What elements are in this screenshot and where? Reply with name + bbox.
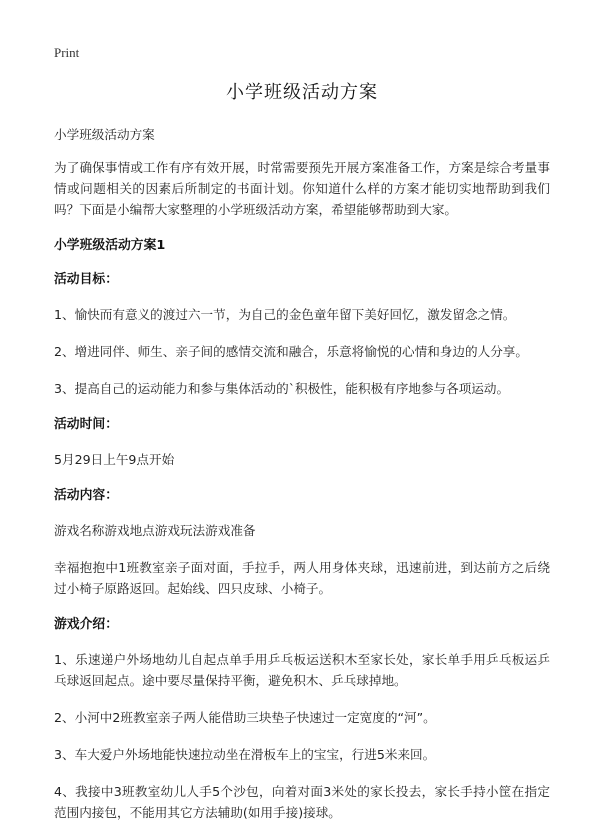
goal-heading: 活动目标： [54, 272, 118, 287]
time-text: 5月29日上午9点开始 [54, 452, 175, 467]
games-heading: 游戏介绍： [54, 617, 118, 632]
document-subtitle: 小学班级活动方案 [54, 127, 155, 142]
intro-paragraph: 为了确保事情或工作有序有效开展，时常需要预先开展方案准备工作，方案是综合考量事情或问题相关的因素后所制定的书面计划。你知道什么样的方案才能切实地帮助到我们吗？下面是小编帮大家整理的小学班级活动方案，希望能够帮助到大家。 [54, 160, 550, 217]
print-label: Print [54, 45, 80, 60]
goal-item: 3、提高自己的运动能力和参与集体活动的`积极性，能积极有序地参与各项运动。 [54, 381, 510, 396]
time-heading: 活动时间： [54, 417, 118, 432]
game-item: 2、小河中2班教室亲子两人能借助三块垫子快速过一定宽度的“河”。 [54, 710, 436, 725]
game-item: 1、乐速递户外场地幼儿自起点单手用乒乓板运送积木至家长处，家长单手用乒乓板运乒乓球返回起点。途中要尽量保持平衡，避免积木、乒乓球掉地。 [54, 652, 550, 688]
section-heading: 小学班级活动方案1 [54, 238, 166, 253]
content-detail: 幸福抱抱中1班教室亲子面对面，手拉手，两人用身体夹球，迅速前进，到达前方之后绕过小椅子原路返回。起始线、四只皮球、小椅子。 [54, 560, 550, 596]
goal-item: 1、愉快而有意义的渡过六一节，为自己的金色童年留下美好回忆，激发留念之情。 [54, 307, 516, 322]
game-item: 3、车大爱户外场地能快速拉动坐在滑板车上的宝宝，行进5米来回。 [54, 747, 436, 762]
game-item: 4、我接中3班教室幼儿人手5个沙包，向着对面3米处的家长投去，家长手持小筐在指定范围内接包，不能用其它方法辅助(如用手接)接球。 [54, 784, 550, 820]
document-body [54, 78, 550, 839]
page-title: 小学班级活动方案 [226, 82, 378, 103]
content-line: 游戏名称游戏地点游戏玩法游戏准备 [54, 523, 256, 538]
content-heading: 活动内容： [54, 488, 118, 503]
goal-item: 2、增进同伴、师生、亲子间的感情交流和融合，乐意将愉悦的心情和身边的人分享。 [54, 344, 528, 359]
